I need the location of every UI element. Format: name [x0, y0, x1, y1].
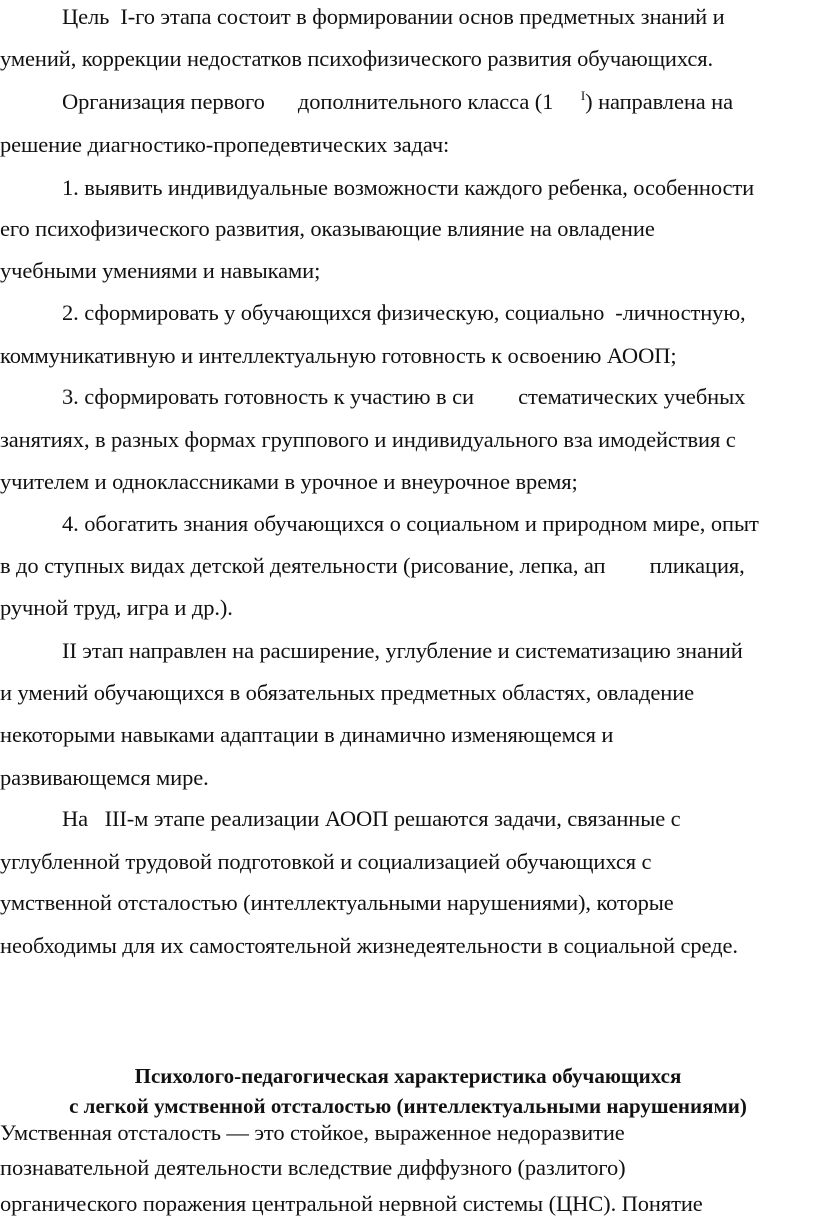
list-item-3-line-3: учителем и одноклассниками в урочное и внеурочное время;: [0, 469, 578, 494]
section-heading-line-2: с легкой умственной отсталостью (интеллектуальными нарушениями): [69, 1094, 747, 1118]
paragraph-stage-2-line-4: развивающемся мире.: [0, 765, 209, 790]
paragraph-stage-3-line-4: необходимы для их самостоятельной жизнедеятельности в социальной среде.: [0, 933, 738, 958]
list-item-2-line-2: коммуникативную и интеллектуальную готовность к освоению АООП;: [0, 343, 677, 368]
paragraph-stage-3-line-3: умственной отсталостью (интеллектуальными нарушениями), которые: [0, 890, 674, 915]
paragraph-stage-3-line-1: На III-м этапе реализации АООП решаются задачи, связанные с: [62, 806, 681, 831]
list-item-1-line-1: 1. выявить индивидуальные возможности каждого ребенка, особенности: [62, 175, 755, 200]
paragraph-1-line-2: умений, коррекции недостатков психофизического развития обучающихся.: [0, 46, 714, 71]
paragraph-stage-2-line-3: некоторыми навыками адаптации в динамично изменяющемся и: [0, 722, 614, 747]
paragraph-stage-2-line-1: II этап направлен на расширение, углубление и систематизацию знаний: [62, 638, 743, 663]
paragraph-1-line-1: Цель I-го этапа состоит в формировании основ предметных знаний и: [62, 4, 725, 29]
list-item-3-line-1: 3. сформировать готовность к участию в си стематических учебных: [62, 384, 746, 409]
paragraph-2-line-1: [62, 87, 816, 117]
list-item-4-line-3: ручной труд, игра и др.).: [0, 595, 233, 620]
definition-line-1: Умственная отсталость — это стойкое, выраженное недоразвитие: [0, 1120, 625, 1145]
list-item-1-line-3: учебными умениями и навыками;: [0, 258, 321, 283]
section-heading-line-1: Психолого-педагогическая характеристика обучающихся: [134, 1064, 682, 1088]
list-item-4-line-2: в до ступных видах детской деятельности (рисование, лепка, ап пликация,: [0, 553, 745, 578]
paragraph-stage-3-line-2: углубленной трудовой подготовкой и социализацией обучающихся с: [0, 849, 652, 874]
paragraph-2-text-after: ) направлена на: [585, 89, 734, 114]
list-item-4-line-1: 4. обогатить знания обучающихся о социальном и природном мире, опыт: [62, 511, 759, 536]
superscript-one: I: [580, 88, 586, 103]
definition-line-3: органического поражения центральной нервной системы (ЦНС). Понятие: [0, 1191, 703, 1216]
paragraph-2-text-before: Организация первого дополнительного класса (1: [62, 89, 581, 114]
paragraph-2-line-2: решение диагностико-пропедевтических задач:: [0, 132, 450, 157]
list-item-2-line-1: 2. сформировать у обучающихся физическую, социально -личностную,: [62, 300, 746, 325]
paragraph-stage-2-line-2: и умений обучающихся в обязательных предметных областях, овладение: [0, 680, 695, 705]
list-item-3-line-2: занятиях, в разных формах группового и индивидуального вза имодействия с: [0, 427, 736, 452]
definition-line-2: познавательной деятельности вследствие диффузного (разлитого): [0, 1155, 626, 1180]
list-item-1-line-2: его психофизического развития, оказывающие влияние на овладение: [0, 216, 655, 241]
